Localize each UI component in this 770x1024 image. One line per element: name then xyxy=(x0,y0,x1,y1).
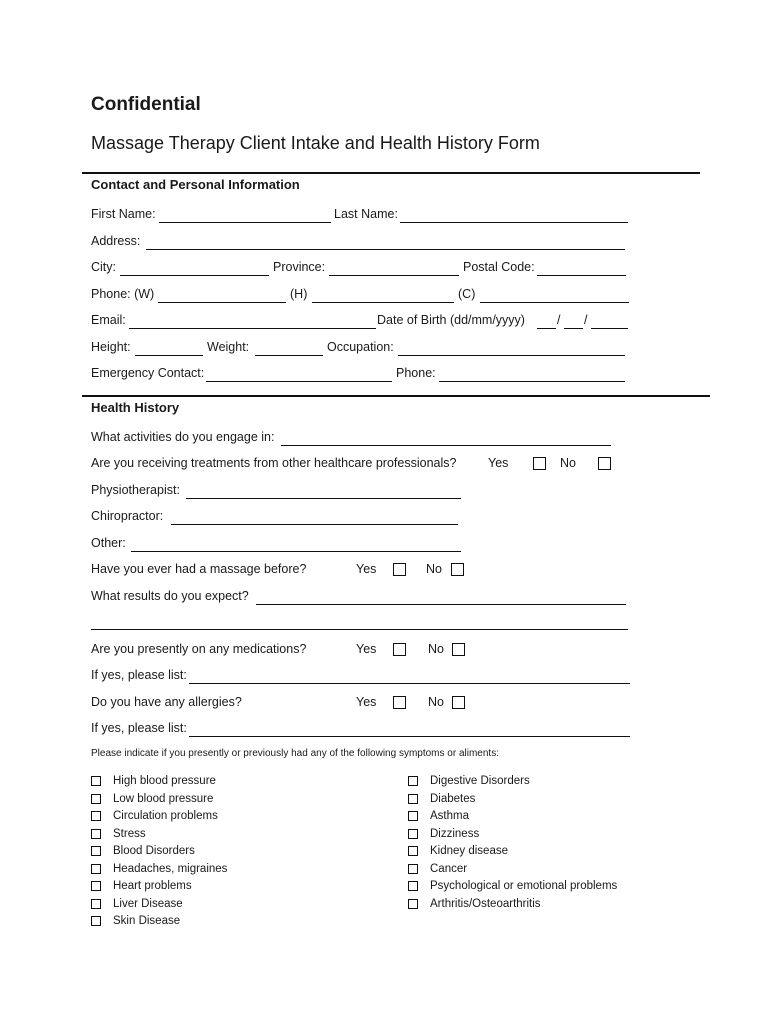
phone-home-field[interactable] xyxy=(312,287,454,303)
other-provider-label: Other: xyxy=(91,536,126,550)
city-label: City: xyxy=(91,260,116,274)
postal-code-label: Postal Code: xyxy=(463,260,535,274)
occupation-field[interactable] xyxy=(398,340,625,356)
phone-work-field[interactable] xyxy=(158,287,286,303)
massage-before-yes-checkbox[interactable] xyxy=(393,563,406,576)
symptom-checkbox[interactable] xyxy=(408,864,418,874)
dob-separator: / xyxy=(557,313,561,327)
results-expected-label: What results do you expect? xyxy=(91,589,249,603)
no-label: No xyxy=(428,642,444,656)
symptom-label: Blood Disorders xyxy=(113,845,195,857)
other-treatments-no-checkbox[interactable] xyxy=(598,457,611,470)
emergency-phone-label: Phone: xyxy=(396,366,436,380)
emergency-phone-field[interactable] xyxy=(439,366,625,382)
results-expected-field-line-2[interactable] xyxy=(91,614,628,630)
symptom-checkbox[interactable] xyxy=(408,811,418,821)
symptom-checkbox[interactable] xyxy=(91,899,101,909)
other-treatments-label: Are you receiving treatments from other healthcare professionals? xyxy=(91,456,457,470)
symptom-label: Psychological or emotional problems xyxy=(430,880,618,892)
activities-field[interactable] xyxy=(281,430,611,446)
email-field[interactable] xyxy=(129,313,376,329)
no-label: No xyxy=(560,456,576,470)
chiropractor-label: Chiropractor: xyxy=(91,509,164,523)
dob-separator: / xyxy=(584,313,588,327)
symptom-checkbox[interactable] xyxy=(408,881,418,891)
symptom-label: Stress xyxy=(113,827,146,840)
symptom-checkbox[interactable] xyxy=(91,811,101,821)
symptom-label: Kidney disease xyxy=(430,845,508,857)
allergies-list-field[interactable] xyxy=(189,721,630,737)
no-label: No xyxy=(426,562,442,576)
yes-label: Yes xyxy=(356,642,377,656)
symptom-label: Liver Disease xyxy=(113,897,183,910)
phone-cell-field[interactable] xyxy=(480,287,629,303)
dob-day-field[interactable] xyxy=(537,313,556,329)
last-name-field[interactable] xyxy=(400,207,628,223)
address-field[interactable] xyxy=(146,234,625,250)
dob-label: Date of Birth (dd/mm/yyyy) xyxy=(377,313,525,327)
medications-list-label: If yes, please list: xyxy=(91,668,187,682)
emergency-contact-field[interactable] xyxy=(206,366,392,382)
other-provider-field[interactable] xyxy=(131,536,461,552)
symptom-label: Heart problems xyxy=(113,880,192,892)
email-label: Email: xyxy=(91,313,126,327)
height-field[interactable] xyxy=(135,340,203,356)
symptom-checkbox[interactable] xyxy=(408,829,418,839)
height-label: Height: xyxy=(91,340,131,354)
massage-before-label: Have you ever had a massage before? xyxy=(91,562,307,576)
symptom-checkbox[interactable] xyxy=(91,846,101,856)
allergies-yes-checkbox[interactable] xyxy=(393,696,406,709)
symptom-label: Digestive Disorders xyxy=(430,775,530,787)
address-label: Address: xyxy=(91,234,141,248)
symptom-checkbox[interactable] xyxy=(91,794,101,804)
phone-work-label: Phone: (W) xyxy=(91,287,155,301)
symptom-label: Asthma xyxy=(430,810,469,822)
symptom-checkbox[interactable] xyxy=(408,846,418,856)
yes-label: Yes xyxy=(356,562,377,576)
yes-label: Yes xyxy=(488,456,509,470)
dob-year-field[interactable] xyxy=(591,313,628,329)
medications-list-field[interactable] xyxy=(189,668,630,684)
medications-label: Are you presently on any medications? xyxy=(91,642,307,656)
physiotherapist-label: Physiotherapist: xyxy=(91,483,180,497)
form-title: Massage Therapy Client Intake and Health History Form xyxy=(91,133,540,153)
occupation-label: Occupation: xyxy=(327,340,394,354)
first-name-label: First Name: xyxy=(91,207,156,221)
symptom-label: Low blood pressure xyxy=(113,792,214,805)
allergies-no-checkbox[interactable] xyxy=(452,696,465,709)
weight-field[interactable] xyxy=(255,340,323,356)
results-expected-field[interactable] xyxy=(256,589,626,605)
last-name-label: Last Name: xyxy=(334,207,398,221)
postal-code-field[interactable] xyxy=(537,260,626,276)
allergies-label: Do you have any allergies? xyxy=(91,695,242,709)
yes-label: Yes xyxy=(356,695,377,709)
other-treatments-yes-checkbox[interactable] xyxy=(533,457,546,470)
allergies-list-label: If yes, please list: xyxy=(91,721,187,735)
symptom-label: Headaches, migraines xyxy=(113,862,228,875)
phone-cell-label: (C) xyxy=(458,287,476,301)
symptom-label: Cancer xyxy=(430,862,468,875)
symptom-label: High blood pressure xyxy=(113,775,216,787)
section-heading-contact: Contact and Personal Information xyxy=(91,177,300,192)
symptom-label: Dizziness xyxy=(430,827,480,840)
phone-home-label: (H) xyxy=(290,287,308,301)
no-label: No xyxy=(428,695,444,709)
dob-month-field[interactable] xyxy=(564,313,583,329)
document-title: Confidential xyxy=(91,94,201,115)
symptom-checkbox[interactable] xyxy=(408,776,418,786)
symptom-checkbox[interactable] xyxy=(91,916,101,926)
symptoms-instructions: Please indicate if you presently or previously had any of the following symptoms or aliments: xyxy=(91,748,499,759)
city-field[interactable] xyxy=(120,260,269,276)
activities-label: What activities do you engage in: xyxy=(91,430,275,444)
medications-yes-checkbox[interactable] xyxy=(393,643,406,656)
physiotherapist-field[interactable] xyxy=(186,483,461,499)
emergency-contact-label: Emergency Contact: xyxy=(91,366,205,380)
province-field[interactable] xyxy=(329,260,459,276)
first-name-field[interactable] xyxy=(159,207,331,223)
medications-no-checkbox[interactable] xyxy=(452,643,465,656)
symptom-label: Diabetes xyxy=(430,792,476,805)
symptom-label: Circulation problems xyxy=(113,810,218,822)
section-divider xyxy=(82,395,710,397)
symptom-checkbox[interactable] xyxy=(91,864,101,874)
symptom-checkbox[interactable] xyxy=(91,881,101,891)
section-divider xyxy=(82,172,700,174)
symptom-label: Skin Disease xyxy=(113,915,181,927)
section-heading-health: Health History xyxy=(91,400,180,415)
weight-label: Weight: xyxy=(207,340,250,354)
chiropractor-field[interactable] xyxy=(171,509,458,525)
province-label: Province: xyxy=(273,260,326,274)
symptom-checkbox[interactable] xyxy=(408,899,418,909)
massage-before-no-checkbox[interactable] xyxy=(451,563,464,576)
symptom-checkbox[interactable] xyxy=(408,794,418,804)
symptom-checkbox[interactable] xyxy=(91,776,101,786)
symptom-label: Arthritis/Osteoarthritis xyxy=(430,897,541,910)
symptom-checkbox[interactable] xyxy=(91,829,101,839)
